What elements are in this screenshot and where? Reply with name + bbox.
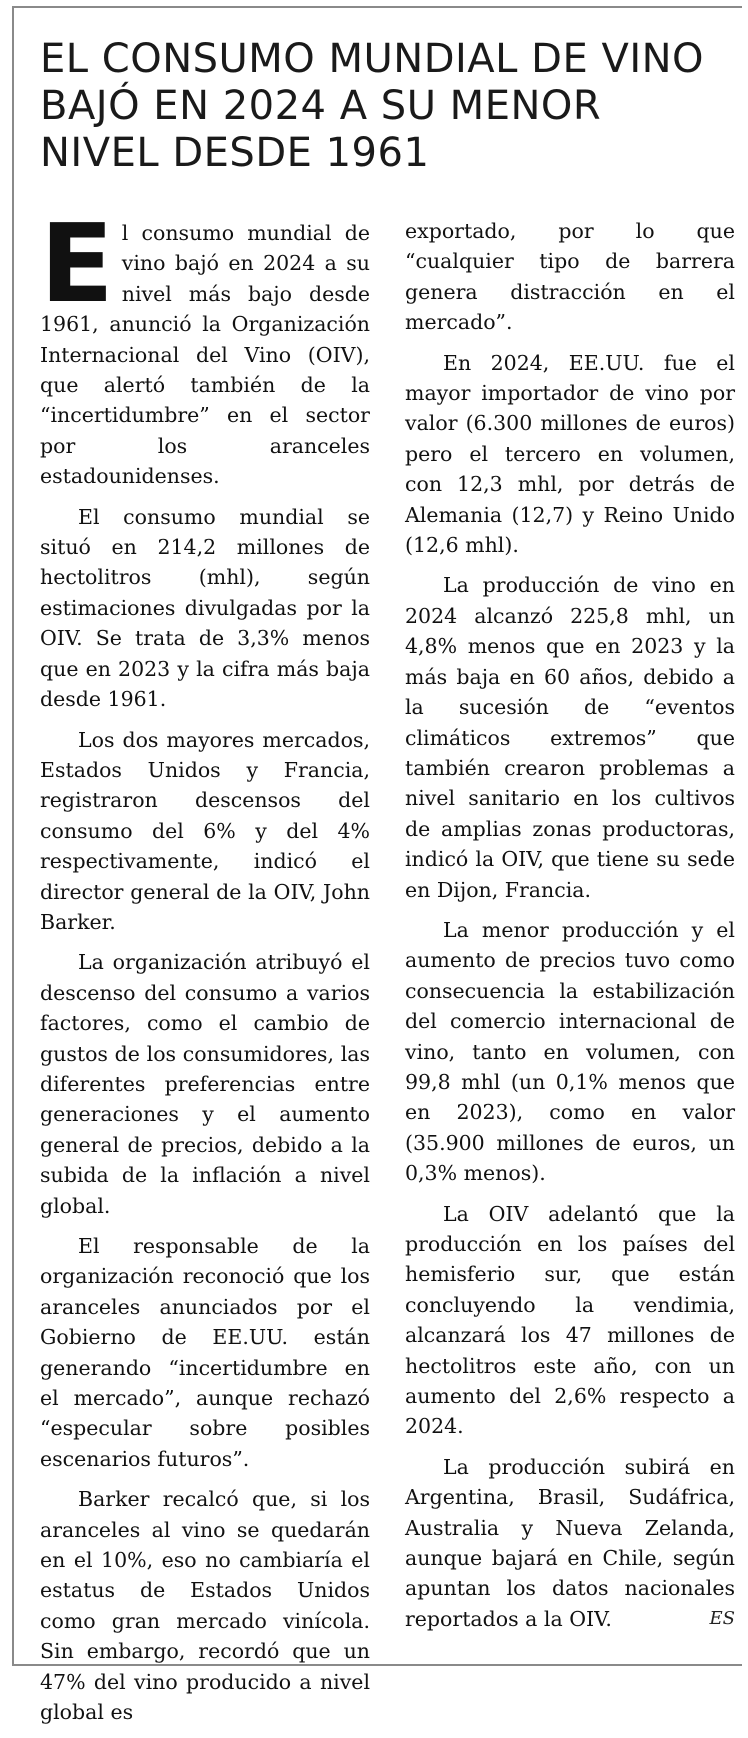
author-signature: ES xyxy=(709,1607,735,1629)
left-rule xyxy=(12,6,14,1666)
top-rule xyxy=(12,6,742,8)
headline: EL CONSUMO MUNDIAL DE VINO BAJÓ EN 2024 A SU MENOR NIVEL DESDE 1961 xyxy=(40,36,705,176)
paragraph-6: Barker recalcó que, si los aranceles al vino se quedarán en el 10%, eso no cambiaría el estatus de Estados Unidos como gran mercado vinícola. Sin embargo, recordó que un 47% del vino producido a nivel global es xyxy=(40,1487,370,1725)
paragraph-3: Los dos mayores mercados, Estados Unidos y Francia, registraron descensos del consumo del 6% y del 4% respectivamente, indicó el director general de la OIV, John Barker. xyxy=(40,727,370,934)
paragraph-11-text: La producción subirá en Argentina, Brasil, Sudáfrica, Australia y Nueva Zelanda, aunque bajará en Chile, según apuntan los datos nacionales reportados a la OIV. xyxy=(405,1454,735,1631)
paragraph-8: La producción de vino en 2024 alcanzó 225,8 mhl, un 4,8% menos que en 2023 y la más baja en 60 años, debido a la sucesión de “eventos climáticos extremos” que también crearon problemas a nivel sanitario en los cultivos de amplias zonas productoras, indicó la OIV, que tiene su sede en Dijon, Francia. xyxy=(405,573,735,902)
paragraph-1-text: l consumo mundial de vino bajó en 2024 a su nivel más bajo desde 1961, anunció la Organización Internacional del Vino (OIV), que alertó también de la “incertidumbre” en el sector por los aranceles estadounidenses. xyxy=(40,221,370,489)
article-column-right xyxy=(405,216,735,1644)
paragraph-7: En 2024, EE.UU. fue el mayor importador de vino por valor (6.300 millones de euros) pero el tercero en volumen, con 12,3 mhl, por detrás de Alemania (12,7) y Reino Unido (12,6 mhl). xyxy=(405,350,735,558)
paragraph-11 xyxy=(405,1452,735,1634)
paragraph-5: El responsable de la organización reconoció que los aranceles anunciados por el Gobierno de EE.UU. están generando “incertidumbre en el mercado”, aunque rechazó “especular sobre posibles escenarios futuros”. xyxy=(40,1234,370,1471)
paragraph-9: La menor producción y el aumento de precios tuvo como consecuencia la estabilización del comercio internacional de vino, tanto en volumen, con 99,8 mhl (un 0,1% menos que en 2023), como en valor (35.900 millones de euros, un 0,3% menos). xyxy=(405,917,735,1186)
article-column-left xyxy=(40,202,370,1738)
drop-cap: E xyxy=(40,202,114,327)
paragraph-4: La organización atribuyó el descenso del consumo a varios factores, como el cambio de gustos de los consumidores, las diferentes preferencias entre generaciones y el aumento general de precios, debido a la subida de la inflación a nivel global. xyxy=(40,950,370,1218)
paragraph-10: La OIV adelantó que la producción en los países del hemisferio sur, que están concluyendo la vendimia, alcanzará los 47 millones de hectolitros este año, con un aumento del 2,6% respecto a 2024. xyxy=(405,1201,735,1439)
paragraph-6-continuation: exportado, por lo que “cualquier tipo de barrera genera distracción en el mercado”. xyxy=(405,219,735,335)
paragraph-1 xyxy=(40,202,370,492)
paragraph-2: El consumo mundial se situó en 214,2 millones de hectolitros (mhl), según estimaciones divulgadas por la OIV. Se trata de 3,3% menos que en 2023 y la cifra más baja desde 1961. xyxy=(40,504,370,712)
bottom-rule xyxy=(12,1664,742,1666)
